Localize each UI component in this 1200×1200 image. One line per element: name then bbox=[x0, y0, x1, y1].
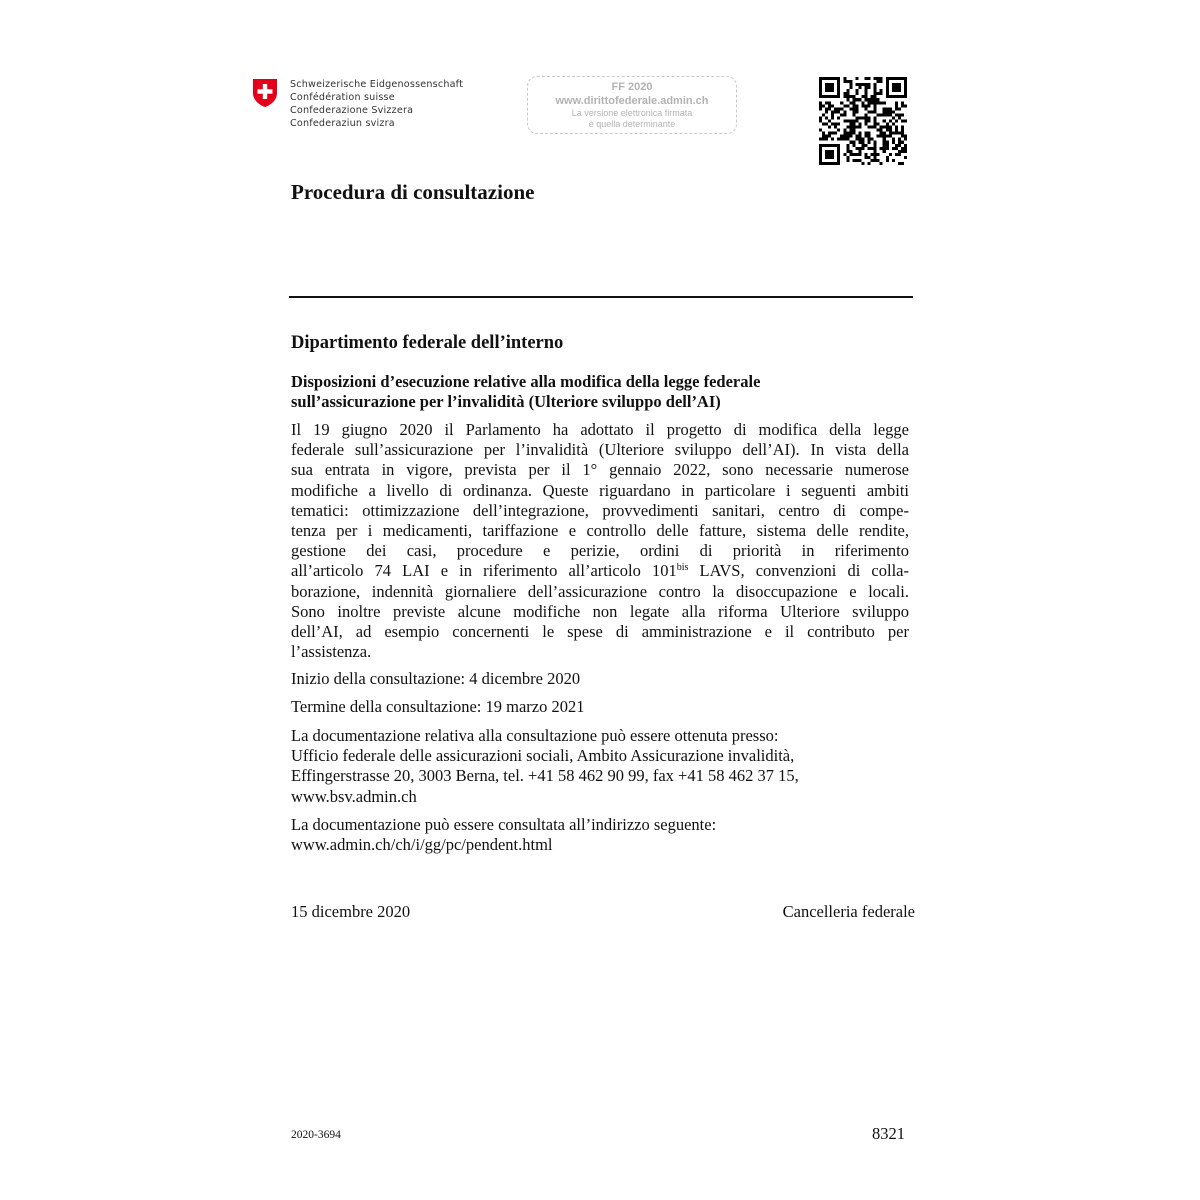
body-line-text: all’articolo 74 LAI e in riferimento all’articolo 101 bbox=[291, 561, 677, 581]
federal-name-de: Schweizerische Eidgenossenschaft bbox=[290, 79, 464, 90]
superscript-bis: bis bbox=[676, 562, 689, 574]
page-number: 8321 bbox=[872, 1124, 905, 1143]
body-paragraph bbox=[291, 420, 909, 662]
horizontal-rule bbox=[289, 296, 913, 298]
documentation-contact bbox=[291, 726, 799, 807]
document-number: 2020-3694 bbox=[291, 1129, 341, 1141]
body-line: federale sull’assicurazione per l’invalidità (Ulteriore sviluppo dell’AI). In vista della bbox=[291, 440, 909, 460]
body-line: modifiche a livello di ordinanza. Queste riguardano in particolare i seguenti ambiti bbox=[291, 480, 909, 500]
contact-website[interactable]: www.bsv.admin.ch bbox=[291, 786, 417, 806]
contact-line: Ufficio federale delle assicurazioni sociali, Ambito Assicurazione invalidità, bbox=[291, 746, 795, 766]
body-line: dell’AI, ad esempio concernenti le spese di amministrazione e il contributo per bbox=[291, 621, 909, 641]
body-line: l’assistenza. bbox=[291, 642, 372, 662]
publication-date: 15 dicembre 2020 bbox=[291, 902, 411, 921]
consultation-end: Termine della consultazione: 19 marzo 2021 bbox=[291, 697, 585, 716]
body-line-text: LAVS, convenzioni di colla- bbox=[688, 561, 909, 581]
contact-line: La documentazione relativa alla consultazione può essere ottenuta presso: bbox=[291, 726, 779, 745]
stamp-website: www.dirittofederale.admin.ch bbox=[555, 95, 709, 107]
qr-code-icon bbox=[819, 77, 907, 165]
department-heading: Dipartimento federale dell’interno bbox=[291, 333, 564, 353]
body-line: gestione dei casi, procedure e perizie, ordini di priorità in riferimento bbox=[291, 541, 909, 561]
body-line: Il 19 giugno 2020 il Parlamento ha adottato il progetto di modifica della legge bbox=[291, 420, 909, 439]
subject-line: Disposizioni d’esecuzione relative alla modifica della legge federale bbox=[291, 372, 761, 391]
body-line: Sono inoltre previste alcune modifiche non legate alla riforma Ulteriore sviluppo bbox=[291, 601, 909, 621]
page-title: Procedura di consultazione bbox=[291, 180, 535, 204]
federal-name-rm: Confederaziun svizra bbox=[290, 118, 395, 129]
subject-line: sull’assicurazione per l’invalidità (Ulteriore sviluppo dell’AI) bbox=[291, 392, 721, 411]
swiss-cross-shield-icon bbox=[252, 78, 278, 108]
body-line: tenza per i medicamenti, tariffazione e controllo delle fatture, sistema delle rendite, bbox=[291, 520, 909, 540]
body-line: sua entrata in vigore, prevista per il 1° gennaio 2022, sono necessarie numerose bbox=[291, 460, 909, 480]
body-line: tematici: ottimizzazione dell’integrazione, provvedimenti sanitari, centro di compe- bbox=[291, 500, 909, 520]
consultation-start: Inizio della consultazione: 4 dicembre 2020 bbox=[291, 669, 581, 688]
contact-line: Effingerstrasse 20, 3003 Berna, tel. +41 58 462 90 99, fax +41 58 462 37 15, bbox=[291, 766, 799, 786]
online-link[interactable]: www.admin.ch/ch/i/gg/pc/pendent.html bbox=[291, 835, 553, 855]
body-line bbox=[291, 561, 909, 581]
signature-stamp bbox=[527, 76, 737, 134]
documentation-online bbox=[291, 815, 716, 855]
stamp-note-2: è quella determinante bbox=[588, 119, 676, 129]
federal-name-fr: Confédération suisse bbox=[290, 92, 395, 103]
issuing-authority: Cancelleria federale bbox=[782, 902, 915, 921]
online-intro: La documentazione può essere consultata all’indirizzo seguente: bbox=[291, 815, 717, 834]
federal-name-it: Confederazione Svizzera bbox=[290, 105, 414, 116]
stamp-gazette-ref: FF 2020 bbox=[611, 81, 653, 93]
consultation-subject bbox=[291, 372, 911, 412]
stamp-note-1: La versione elettronica firmata bbox=[571, 108, 693, 118]
body-line: borazione, indennità giornaliere dell’assicurazione contro la disoccupazione e locali. bbox=[291, 581, 909, 601]
federal-names bbox=[290, 78, 463, 130]
